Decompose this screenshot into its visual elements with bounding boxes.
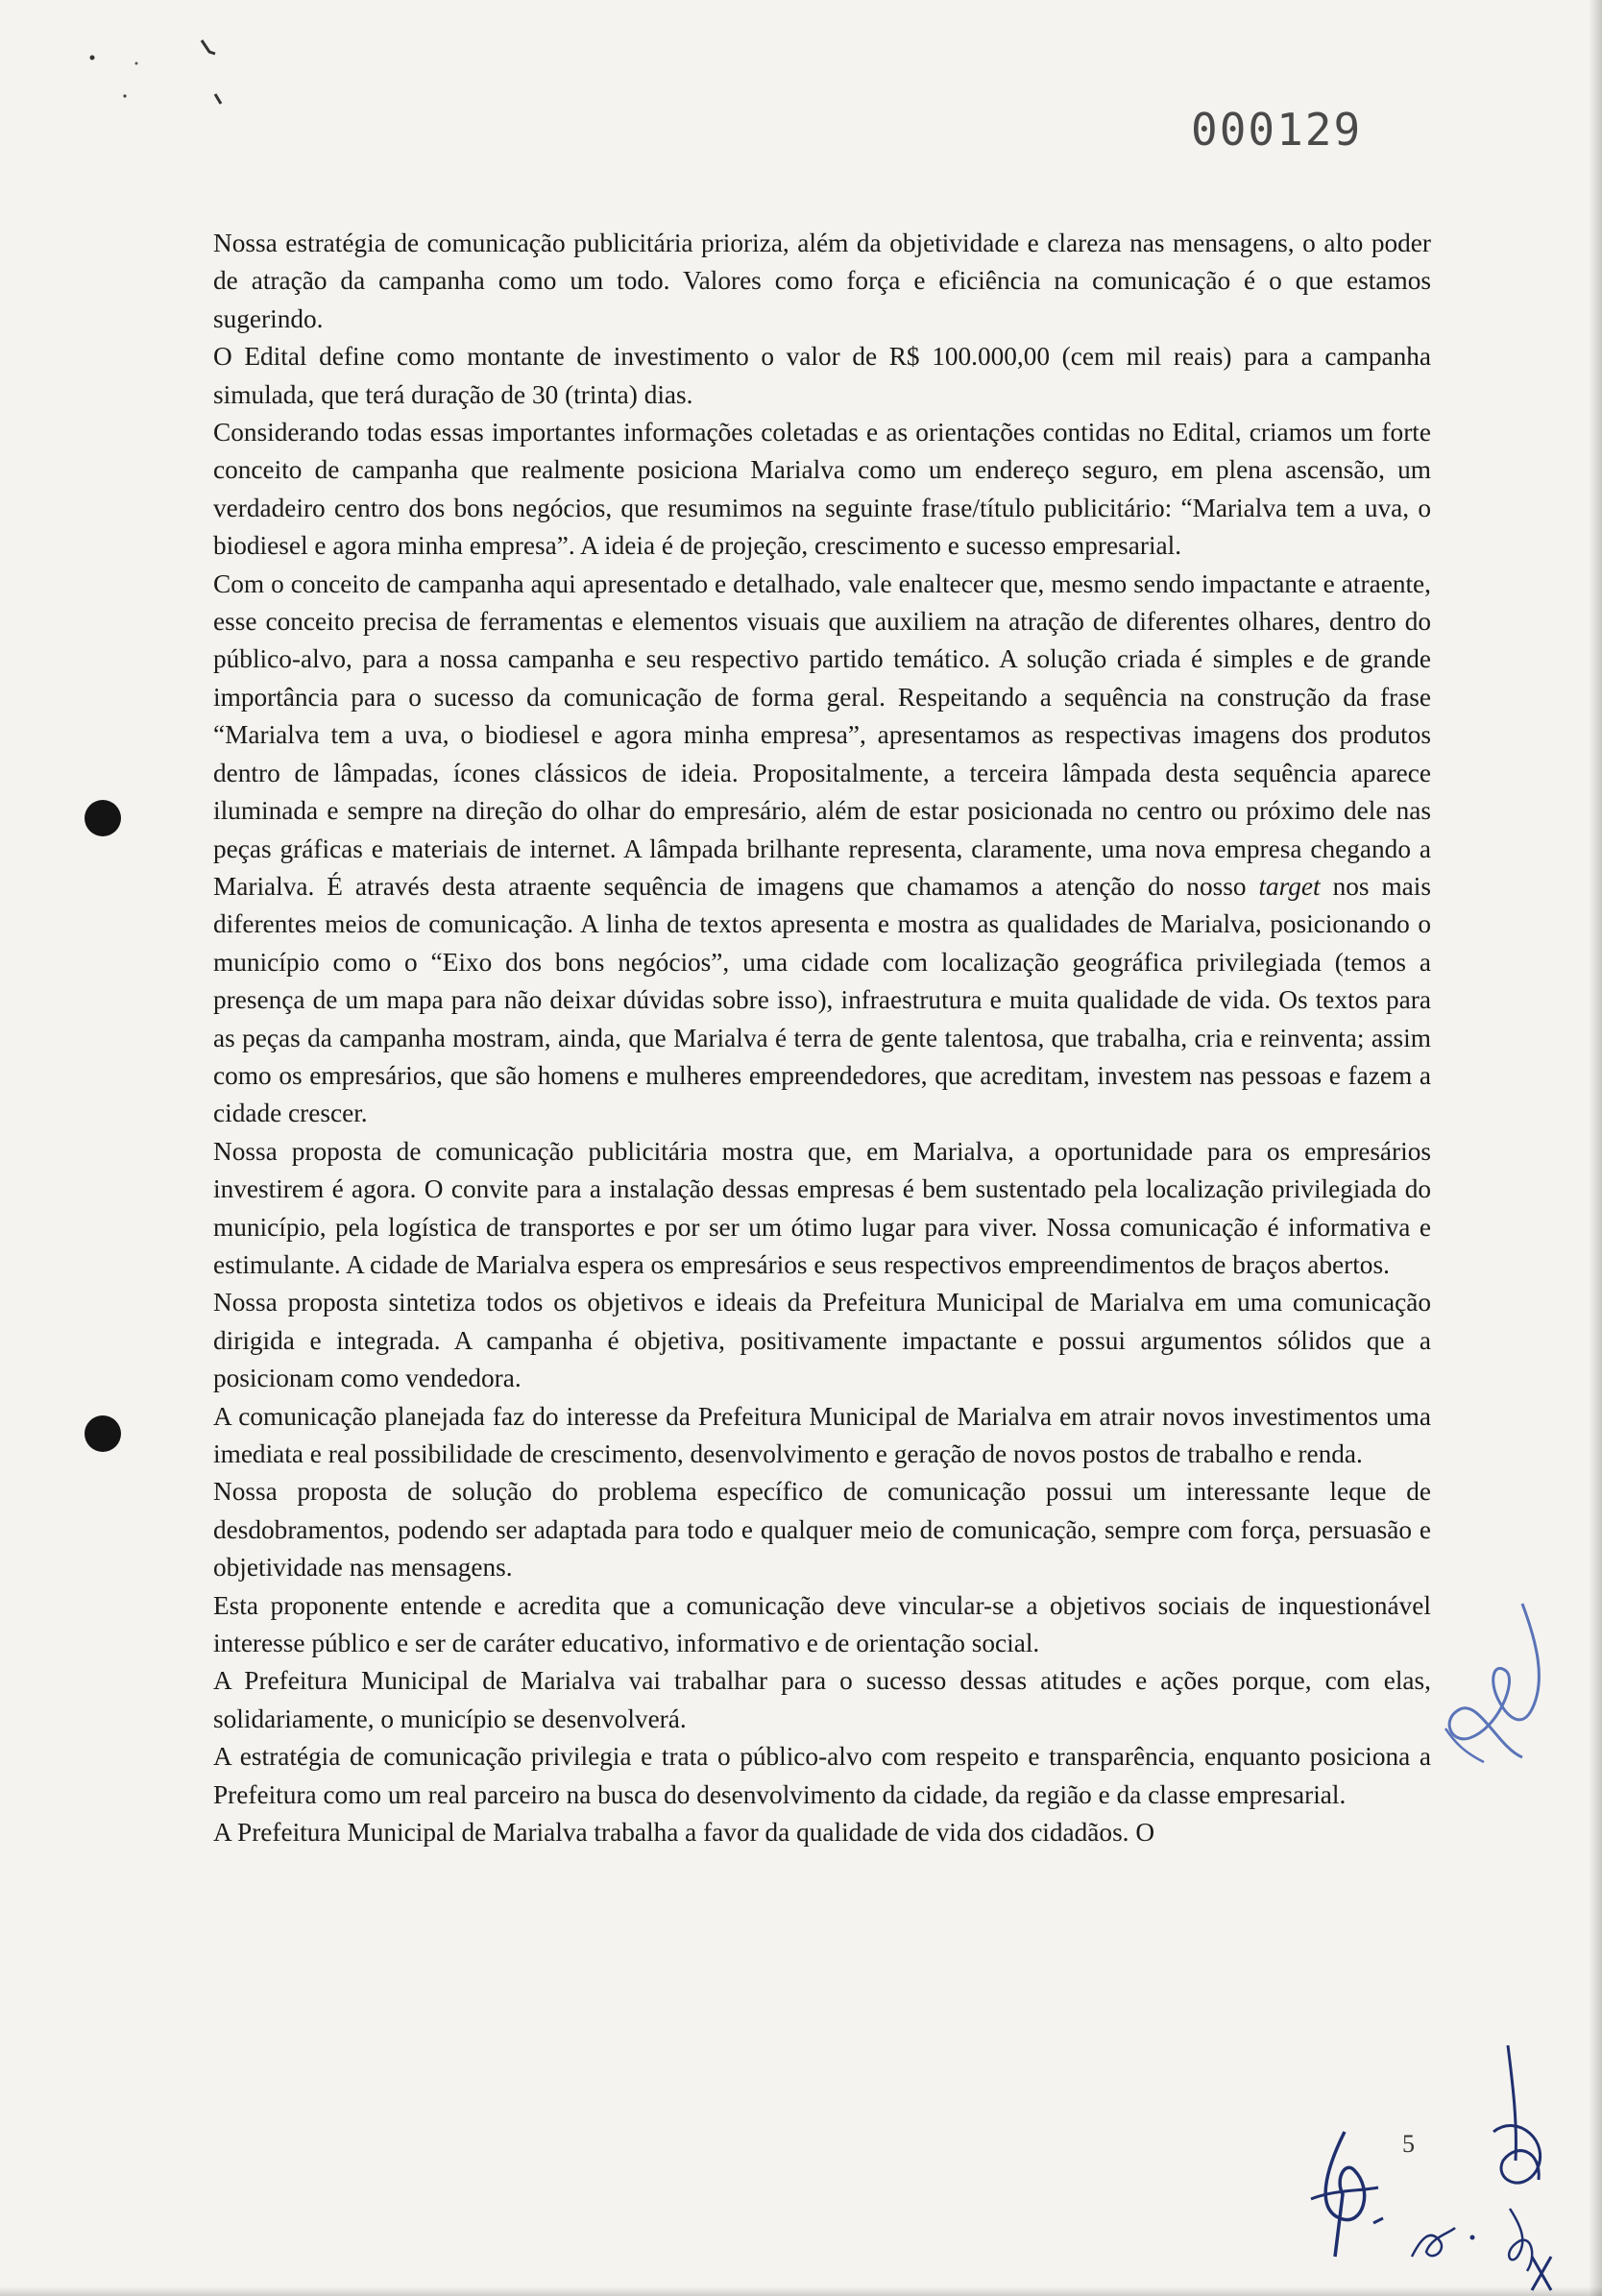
italic-target-word: target <box>1258 871 1321 901</box>
page-edge-shadow <box>1589 0 1602 2296</box>
paragraph-synthesis: Nossa proposta sintetiza todos os objetivos e ideais da Prefeitura Municipal de Marialva em uma comunicação dirigida e integrada. A campanha é objetiva, positivamente impactante e possui argumentos sólidos que a posicionam como vendedora. <box>213 1288 1431 1393</box>
paragraph-solution-deployment: Nossa proposta de solução do problema específico de comunicação possui um interessante leque de desdobramentos, podendo ser adaptada para todo e qualquer meio de comunicação, sempre com força, persuasão e objetividade nas mensagens. <box>213 1477 1431 1583</box>
paragraph-visual-solution-part2: nos mais diferentes meios de comunicação. A linha de textos apresenta e mostra as qualidades de Marialva, posicionando o município como o “Eixo dos bons negócios”, uma cidade com localização geográfica privilegiada (temos a presença de um mapa para não deixar dúvidas sobre isso), infraestrutura e muita qualidade de vida. Os textos para as peças da campanha mostram, ainda, que Marialva é terra de gente talentosa, que trabalha, cria e reinventa; assim como os empresários, que são homens e mulheres empreendedores, que acreditam, investem nas pessoas e fazem a cidade crescer. <box>213 871 1432 1128</box>
paragraph-planned-communication: A comunicação planejada faz do interesse da Prefeitura Municipal de Marialva em atrair novos investimentos uma imediata e real possibilidade de crescimento, desenvolvimento e geração de novos postos de trabalho e renda. <box>213 1401 1431 1468</box>
paragraph-visual-solution-part1: Com o conceito de campanha aqui apresentado e detalhado, vale enaltecer que, mesmo sendo impactante e atraente, esse conceito precisa de ferramentas e elementos visuais que auxiliem na atração de diferentes olhares, dentro do público-alvo, para a nossa campanha e seu respectivo partido temático. A solução criada é simples e de grande importância para o sucesso da comunicação de forma geral. Respeitando a sequência na construção da frase “Marialva tem a uva, o biodiesel e agora minha empresa”, apresentamos as respectivas imagens dos produtos dentro de lâmpadas, ícones clássicos de ideia. Propositalmente, a terceira lâmpada desta sequência aparece iluminada e sempre na direção do olhar do empresário, além de estar posicionada no centro ou próximo dele nas peças gráficas e materiais de internet. A lâmpada brilhante representa, claramente, uma nova empresa chegando a Marialva. É através desta atraente sequência de imagens que chamamos a atenção do nosso <box>213 568 1431 901</box>
punch-hole-lower <box>85 1415 121 1452</box>
handwritten-signature-margin <box>1431 1575 1566 1825</box>
paragraph-social-objectives: Esta proponente entende e acredita que a comunicação deve vincular-se a objetivos sociais de inquestionável interesse público e ser de caráter educativo, informativo e de orientação social. <box>213 1590 1431 1658</box>
handwritten-initials-bottom <box>1287 2026 1575 2295</box>
paragraph-municipality-development: A Prefeitura Municipal de Marialva vai trabalhar para o sucesso dessas atitudes e ações porque, com elas, solidariamente, o município se desenvolverá. <box>213 1666 1431 1733</box>
punch-hole-upper <box>85 800 121 836</box>
document-body <box>213 225 1431 1851</box>
paragraph-strategy: Nossa estratégia de comunicação publicitária prioriza, além da objetividade e clareza nas mensagens, o alto poder de atração da campanha como um todo. Valores como força e eficiência na comunicação é o que estamos sugerindo. <box>213 229 1431 333</box>
paragraph-concept: Considerando todas essas importantes informações coletadas e as orientações contidas no Edital, criamos um forte conceito de campanha que realmente posiciona Marialva como um endereço seguro, em plena ascensão, um verdadeiro centro dos bons negócios, que resumimos na seguinte frase/título publicitário: “Marialva tem a uva, o biodiesel e agora minha empresa”. A ideia é de projeção, crescimento e sucesso empresarial. <box>213 418 1431 561</box>
paragraph-opportunity: Nossa proposta de comunicação publicitária mostra que, em Marialva, a oportunidade para os empresários investirem é agora. O convite para a instalação dessas empresas é bem sustentado pela localização privilegiada do município, pela logística de transportes e por ser um ótimo lugar para viver. Nossa comunicação é informativa e estimulante. A cidade de Marialva espera os empresários e seus respectivos empreendimentos de braços abertos. <box>213 1136 1431 1279</box>
paragraph-visual-solution <box>213 566 1431 1133</box>
page-stamp-number: 000129 <box>1191 104 1363 156</box>
paragraph-quality-of-life: A Prefeitura Municipal de Marialva trabalha a favor da qualidade de vida dos cidadãos. O <box>213 1818 1155 1848</box>
paragraph-budget: O Edital define como montante de investimento o valor de R$ 100.000,00 (cem mil reais) para a campanha simulada, que terá duração de 30 (trinta) dias. <box>213 342 1431 409</box>
page-number: 5 <box>1402 2130 1415 2158</box>
paragraph-respect-transparency: A estratégia de comunicação privilegia e trata o público-alvo com respeito e transparência, enquanto posiciona a Prefeitura como um real parceiro na busca do desenvolvimento da cidade, da região e da classe empresarial. <box>213 1742 1431 1809</box>
scan-speckles <box>58 29 250 125</box>
